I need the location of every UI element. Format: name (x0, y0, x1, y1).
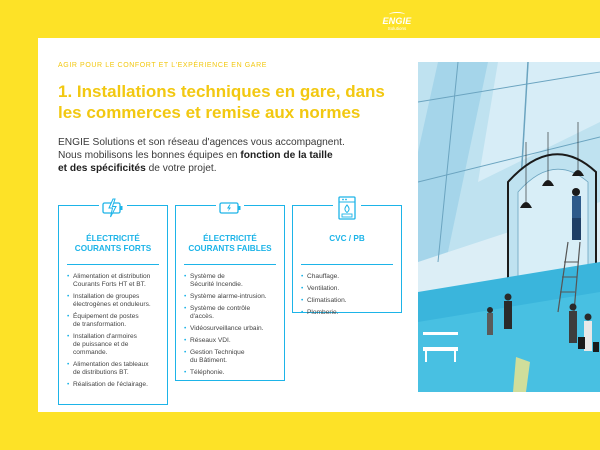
title-line2: les commerces et remise aux normes (58, 103, 361, 122)
yellow-frame-bottom (0, 412, 600, 450)
intro-line1: ENGIE Solutions et son réseau d'agences vous accompagnent. (58, 137, 345, 148)
card-heading (176, 234, 284, 254)
card-heading (293, 234, 401, 244)
intro-line3-post: de votre projet. (145, 163, 217, 174)
battery-low-icon (216, 194, 244, 222)
boiler-flame-icon (333, 194, 361, 222)
intro-paragraph (58, 136, 418, 175)
card-heading-line1: ÉLECTRICITÉ (86, 234, 140, 243)
card-list (176, 273, 284, 377)
card-heading (59, 234, 167, 254)
card-courants-faibles (175, 205, 285, 381)
intro-line3-bold: et des spécificités (58, 163, 146, 174)
title-number: 1. (58, 82, 73, 101)
title-line1: Installations techniques en gare, dans (76, 82, 385, 101)
list-item: • Téléphonie. (184, 369, 279, 377)
list-item: • Climatisation. (301, 297, 396, 305)
list-item: • Alimentation et distribution Courants Forts HT et BT. (67, 273, 162, 289)
content-panel (38, 38, 418, 412)
list-item: • Système de contrôle d'accès. (184, 305, 279, 321)
card-courants-forts (58, 205, 168, 405)
card-heading-line1: CVC / PB (329, 234, 365, 243)
list-item: • Système alarme-intrusion. (184, 293, 279, 301)
intro-line2-pre: Nous mobilisons les bonnes équipes en (58, 150, 241, 161)
station-illustration (418, 62, 600, 392)
list-item: • Système de Sécurité Incendie. (184, 273, 279, 289)
card-heading-line2: COURANTS FORTS (74, 244, 152, 253)
card-list (293, 273, 401, 317)
list-item: • Installation d'armoires de puissance et de commande. (67, 333, 162, 357)
list-item: • Vidéosurveillance urbain. (184, 325, 279, 333)
yellow-frame-top (0, 0, 600, 38)
yellow-frame-left (0, 0, 38, 450)
logo-sub: Solutions (387, 26, 407, 31)
list-item: • Réseaux VDI. (184, 337, 279, 345)
list-item: • Gestion Technique du Bâtiment. (184, 349, 279, 365)
card-divider (67, 264, 159, 265)
list-item: • Plomberie. (301, 309, 396, 317)
list-item: • Alimentation des tableaux de distributions BT. (67, 361, 162, 377)
card-heading-line2: COURANTS FAIBLES (188, 244, 272, 253)
list-item: • Réalisation de l'éclairage. (67, 381, 162, 389)
intro-line2-bold: fonction de la taille (240, 150, 333, 161)
list-item: • Chauffage. (301, 273, 396, 281)
list-item: • Équipement de postes de transformation. (67, 313, 162, 329)
page-title (58, 81, 408, 123)
card-list (59, 273, 167, 389)
card-heading-line1: ÉLECTRICITÉ (203, 234, 257, 243)
engie-logo (377, 12, 417, 31)
card-cvc-pb (292, 205, 402, 316)
card-divider (301, 264, 393, 265)
list-item: • Ventilation. (301, 285, 396, 293)
logo-brand: ENGIE (382, 16, 412, 26)
eyebrow-heading: AGIR POUR LE CONFORT ET L'EXPÉRIENCE EN GARE (58, 62, 268, 69)
battery-bolt-icon (99, 194, 127, 222)
card-divider (184, 264, 276, 265)
list-item: • Installation de groupes électrogènes et onduleurs. (67, 293, 162, 309)
